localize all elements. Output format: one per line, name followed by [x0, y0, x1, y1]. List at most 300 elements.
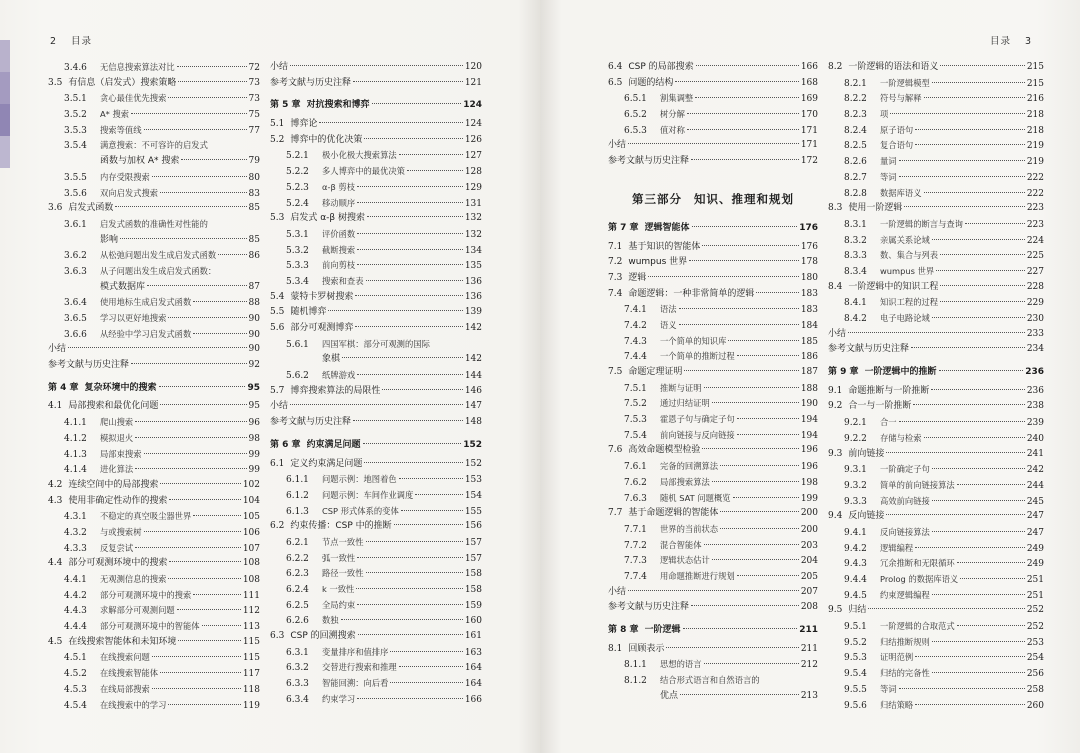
section-entry[interactable]: [828, 201, 1044, 217]
subsection-entry[interactable]: [828, 572, 1044, 588]
dot-leader: [202, 625, 241, 626]
entry-page-number: 247: [1026, 511, 1044, 522]
entry-number: 6.1.3: [286, 506, 309, 517]
entry-page-number: 113: [242, 622, 260, 633]
dot-leader: [702, 245, 798, 246]
entry-title: 一阶逻辑的语法和语义: [848, 62, 939, 72]
entry-number: 7.6.2: [624, 477, 647, 488]
entry-title: 思想的语言: [660, 659, 702, 670]
section-entry[interactable]: [608, 287, 818, 303]
toc-entry[interactable]: [270, 60, 482, 76]
subsection-entry[interactable]: [828, 264, 1044, 280]
subsection-entry[interactable]: [270, 227, 482, 243]
dot-leader: [218, 254, 246, 255]
dot-leader: [737, 434, 799, 435]
subsection-entry[interactable]: [270, 613, 482, 629]
subsection-entry[interactable]: [608, 318, 818, 334]
section-entry[interactable]: [48, 494, 260, 510]
entry-title: 与或搜索树: [100, 526, 142, 537]
entry-page-number: 164: [464, 679, 482, 690]
dot-leader: [913, 404, 1024, 405]
subsection-entry[interactable]: [48, 447, 260, 463]
subsection-entry[interactable]: [270, 676, 482, 692]
subsection-entry[interactable]: [608, 381, 818, 397]
subsection-entry[interactable]: [270, 258, 482, 274]
section-entry[interactable]: [48, 556, 260, 572]
entry-title: A* 搜索: [100, 109, 130, 120]
section-entry[interactable]: [48, 76, 260, 92]
dot-leader: [899, 160, 1025, 161]
entry-page-number: 253: [1026, 637, 1044, 648]
subsection-entry[interactable]: [828, 588, 1044, 604]
subsection-entry[interactable]: [828, 170, 1044, 186]
section-entry[interactable]: [270, 133, 482, 149]
subsection-entry[interactable]: [828, 248, 1044, 264]
subsection-entry[interactable]: [48, 541, 260, 557]
entry-page-number: 146: [464, 385, 482, 396]
entry-page-number: 205: [800, 571, 818, 582]
dot-leader: [957, 484, 1025, 485]
entry-page-number: 236: [1025, 367, 1044, 378]
entry-page-number: 240: [1026, 433, 1044, 444]
entry-title: 博弈搜索算法的局限性: [290, 385, 381, 396]
subsection-entry[interactable]: [608, 123, 818, 139]
entry-title: 随机博弈: [290, 307, 327, 318]
entry-page-number: 252: [1026, 622, 1044, 633]
section-entry[interactable]: [828, 384, 1044, 400]
entry-title: 小结: [270, 62, 289, 72]
subsection-entry[interactable]: [48, 248, 260, 264]
subsection-entry[interactable]: [48, 619, 260, 635]
subsection-entry[interactable]: [270, 582, 482, 598]
section-entry[interactable]: [828, 447, 1044, 463]
entry-page-number: 227: [1026, 266, 1044, 277]
entry-title: 通过归结证明: [660, 398, 710, 409]
entry-title: 推断与证明: [660, 382, 702, 393]
entry-page-number: 164: [464, 663, 482, 674]
subsection-entry[interactable]: [270, 196, 482, 212]
entry-page-number: 234: [1026, 344, 1044, 355]
subsection-entry[interactable]: [828, 123, 1044, 139]
subsection-entry[interactable]: [828, 635, 1044, 651]
section-entry[interactable]: [270, 321, 482, 337]
dot-leader: [886, 452, 1024, 453]
subsection-entry[interactable]: [48, 572, 260, 588]
subsection-entry[interactable]: [270, 645, 482, 661]
subsection-entry[interactable]: [828, 556, 1044, 572]
entry-number: 4.4.3: [64, 606, 87, 617]
entry-page-number: 72: [248, 63, 260, 73]
subsection-entry[interactable]: [608, 349, 818, 365]
subsection-entry[interactable]: [270, 488, 482, 504]
dot-leader: [915, 129, 1025, 130]
dot-leader: [342, 357, 463, 358]
dot-leader: [957, 625, 1025, 626]
subsection-entry[interactable]: [270, 274, 482, 290]
subsection-entry-continued[interactable]: [48, 280, 260, 296]
section-entry[interactable]: [270, 629, 482, 645]
section-entry[interactable]: [270, 457, 482, 473]
section-entry[interactable]: [828, 509, 1044, 525]
dot-leader: [940, 301, 1025, 302]
entry-title: 数、集合与列表: [880, 250, 939, 261]
subsection-entry[interactable]: [828, 698, 1044, 714]
subsection-entry[interactable]: [828, 217, 1044, 233]
section-entry[interactable]: [608, 240, 818, 256]
entry-page-number: 194: [800, 415, 818, 426]
subsection-entry-continued[interactable]: [48, 233, 260, 249]
entry-number: 5.2.2: [286, 167, 309, 178]
dot-leader: [152, 176, 247, 177]
entry-title: 一阶逻辑的断言与查询: [880, 218, 963, 229]
entry-number: 3.6.3: [64, 266, 87, 277]
section-entry[interactable]: [608, 642, 818, 658]
section-entry[interactable]: [608, 365, 818, 381]
subsection-entry[interactable]: [270, 504, 482, 520]
subsection-entry[interactable]: [608, 522, 818, 538]
entry-page-number: 245: [1026, 496, 1044, 507]
toc-entry[interactable]: [48, 342, 260, 358]
entry-page-number: 139: [464, 307, 482, 318]
entry-page-number: 148: [464, 417, 482, 428]
section-entry[interactable]: [608, 506, 818, 522]
chapter-entry[interactable]: [608, 221, 818, 237]
section-entry[interactable]: [48, 201, 260, 217]
entry-title: 使用一阶逻辑: [848, 203, 903, 214]
dot-leader: [328, 310, 462, 311]
entry-number: 6.1.1: [286, 475, 309, 486]
entry-number: 6.2.5: [286, 600, 309, 611]
entry-number: 第 9 章: [828, 367, 859, 378]
chapter-entry[interactable]: [828, 365, 1044, 381]
subsection-entry[interactable]: [828, 186, 1044, 202]
entry-number: 3.5.4: [64, 141, 87, 152]
dot-leader: [169, 561, 240, 562]
entry-page-number: 204: [800, 556, 818, 567]
dot-leader: [666, 647, 798, 648]
entry-page-number: 176: [800, 241, 818, 252]
subsection-entry[interactable]: [608, 107, 818, 123]
entry-number: 第 4 章: [48, 382, 79, 393]
dot-leader: [152, 656, 241, 657]
entry-number: 9.4.5: [844, 590, 867, 601]
dot-leader: [357, 264, 463, 265]
entry-title: 树分解: [660, 109, 685, 120]
section-entry[interactable]: [270, 519, 482, 535]
dot-leader: [193, 301, 246, 302]
entry-page-number: 87: [248, 281, 260, 292]
subsection-entry[interactable]: [270, 148, 482, 164]
section-entry[interactable]: [270, 117, 482, 133]
subsection-entry[interactable]: [48, 170, 260, 186]
subsection-entry[interactable]: [48, 431, 260, 447]
section-entry[interactable]: [828, 60, 1044, 76]
dot-leader: [181, 159, 246, 160]
subsection-entry[interactable]: [828, 619, 1044, 635]
entry-number: 5.7: [270, 385, 285, 396]
subsection-entry[interactable]: [828, 541, 1044, 557]
entry-number: 6.2: [270, 521, 285, 532]
entry-page-number: 106: [242, 527, 260, 538]
dot-leader: [168, 97, 246, 98]
entry-page-number: 178: [800, 257, 818, 268]
entry-number: 7.7.1: [624, 524, 647, 535]
subsection-entry[interactable]: [608, 475, 818, 491]
subsection-entry[interactable]: [608, 334, 818, 350]
dot-leader: [390, 682, 462, 683]
subsection-entry[interactable]: [48, 603, 260, 619]
dot-leader: [737, 355, 799, 356]
subsection-entry[interactable]: [608, 428, 818, 444]
subsection-entry[interactable]: [270, 535, 482, 551]
subsection-entry[interactable]: [828, 138, 1044, 154]
entry-title: 小结: [270, 401, 289, 412]
entry-title: 一个简单的知识库: [660, 335, 727, 346]
subsection-entry[interactable]: [48, 415, 260, 431]
subsection-entry[interactable]: [270, 598, 482, 614]
section-entry[interactable]: [828, 603, 1044, 619]
part-label: 第三部分: [632, 191, 682, 206]
chapter-entry[interactable]: [270, 438, 482, 454]
left-running-head: [50, 33, 106, 47]
subsection-entry[interactable]: [48, 138, 260, 154]
entry-number: 9.4.3: [844, 559, 867, 570]
entry-number: 8.2.6: [844, 157, 867, 168]
entry-page-number: 90: [248, 344, 260, 355]
subsection-entry[interactable]: [48, 311, 260, 327]
subsection-entry[interactable]: [270, 551, 482, 567]
subsection-entry[interactable]: [270, 337, 482, 353]
section-entry[interactable]: [608, 76, 818, 92]
subsection-entry[interactable]: [828, 462, 1044, 478]
dot-leader: [135, 468, 246, 469]
entry-number: 9.4.4: [844, 575, 867, 585]
entry-page-number: 107: [242, 543, 260, 554]
toc-entry[interactable]: [270, 399, 482, 415]
toc-entry[interactable]: [48, 358, 260, 374]
chapter-entry[interactable]: [48, 381, 260, 397]
entry-number: 6.2.6: [286, 616, 309, 627]
dot-leader: [728, 340, 798, 341]
section-entry[interactable]: [828, 399, 1044, 415]
section-entry[interactable]: [608, 271, 818, 287]
subsection-entry[interactable]: [48, 217, 260, 233]
entry-title: 使用非确定性动作的搜索: [68, 495, 168, 506]
subsection-entry[interactable]: [270, 472, 482, 488]
section-entry[interactable]: [270, 290, 482, 306]
subsection-entry[interactable]: [608, 396, 818, 412]
section-entry[interactable]: [608, 255, 818, 271]
subsection-entry[interactable]: [828, 91, 1044, 107]
chapter-entry[interactable]: [270, 98, 482, 114]
section-entry[interactable]: [828, 280, 1044, 296]
subsection-entry[interactable]: [270, 164, 482, 180]
toc-entry[interactable]: [608, 600, 818, 616]
entry-title: 模拟退火: [100, 432, 134, 443]
entry-title: 无观测信息的搜索: [100, 574, 167, 584]
subsection-entry[interactable]: [608, 569, 818, 585]
section-entry[interactable]: [270, 384, 482, 400]
dot-leader: [756, 292, 798, 293]
subsection-entry[interactable]: [828, 682, 1044, 698]
subsection-entry[interactable]: [48, 123, 260, 139]
toc-entry[interactable]: [608, 585, 818, 601]
subsection-entry[interactable]: [828, 76, 1044, 92]
entry-number: 6.4: [608, 62, 623, 72]
subsection-entry[interactable]: [270, 660, 482, 676]
subsection-entry[interactable]: [608, 302, 818, 318]
entry-number: 5.3.2: [286, 245, 309, 256]
dot-leader: [355, 295, 462, 296]
entry-title: 一阶逻辑的合取范式: [880, 621, 955, 632]
entry-title: 爬山搜索: [100, 417, 134, 428]
section-entry[interactable]: [608, 443, 818, 459]
subsection-entry[interactable]: [48, 295, 260, 311]
subsection-entry[interactable]: [270, 566, 482, 582]
entry-page-number: 241: [1026, 448, 1044, 459]
entry-page-number: 188: [800, 383, 818, 394]
entry-page-number: 219: [1026, 157, 1044, 168]
entry-number: 6.3.2: [286, 663, 309, 674]
toc-entry[interactable]: [608, 154, 818, 170]
toc-entry[interactable]: [828, 342, 1044, 358]
subsection-entry[interactable]: [48, 650, 260, 666]
section-entry[interactable]: [48, 399, 260, 415]
entry-number: 9.3.1: [844, 465, 867, 476]
subsection-entry[interactable]: [828, 311, 1044, 327]
entry-number: 9.4.2: [844, 543, 867, 554]
dot-leader: [357, 186, 463, 187]
subsection-entry[interactable]: [828, 666, 1044, 682]
toc-entry[interactable]: [270, 415, 482, 431]
subsection-entry[interactable]: [608, 673, 818, 689]
entry-number: 8.3.3: [844, 251, 867, 262]
subsection-entry[interactable]: [270, 692, 482, 708]
subsection-entry[interactable]: [608, 412, 818, 428]
subsection-entry[interactable]: [270, 368, 482, 384]
subsection-entry[interactable]: [608, 459, 818, 475]
entry-page-number: 117: [242, 669, 260, 680]
entry-number: 6.5: [608, 77, 623, 88]
entry-title: 证明范例: [880, 652, 914, 663]
subsection-entry[interactable]: [48, 186, 260, 202]
subsection-entry[interactable]: [828, 154, 1044, 170]
subsection-entry[interactable]: [48, 462, 260, 478]
entry-number: 9.5.4: [844, 669, 867, 680]
subsection-entry[interactable]: [270, 243, 482, 259]
subsection-entry[interactable]: [48, 60, 260, 76]
entry-page-number: 251: [1026, 575, 1044, 585]
dot-leader: [131, 363, 247, 364]
entry-title: CSP 的回溯搜索: [290, 631, 356, 642]
subsection-entry[interactable]: [828, 478, 1044, 494]
subsection-entry[interactable]: [828, 233, 1044, 249]
entry-title: 等词: [880, 683, 897, 694]
subsection-entry[interactable]: [48, 327, 260, 343]
entry-number: 7.6.3: [624, 493, 647, 504]
subsection-entry[interactable]: [828, 107, 1044, 123]
subsection-entry[interactable]: [608, 491, 818, 507]
subsection-entry[interactable]: [48, 525, 260, 541]
dot-leader: [177, 609, 241, 610]
entry-page-number: 236: [1026, 385, 1044, 396]
entry-title: 存储与检索: [880, 432, 922, 443]
subsection-entry[interactable]: [828, 525, 1044, 541]
section-entry[interactable]: [270, 211, 482, 227]
entry-title: 复杂环境中的搜索: [84, 382, 157, 393]
entry-number: 4.5.1: [64, 653, 87, 664]
subsection-entry[interactable]: [828, 431, 1044, 447]
dot-leader: [924, 97, 1025, 98]
toc-entry[interactable]: [828, 327, 1044, 343]
subsection-entry-continued[interactable]: [608, 689, 818, 705]
entry-number: 6.2.4: [286, 585, 309, 595]
entry-number: 6.3.4: [286, 694, 309, 705]
toc-entry[interactable]: [608, 138, 818, 154]
chapter-entry[interactable]: [608, 623, 818, 639]
entry-number: 8.4.2: [844, 314, 867, 324]
subsection-entry[interactable]: [48, 107, 260, 123]
dot-leader: [135, 437, 246, 438]
subsection-entry[interactable]: [48, 682, 260, 698]
subsection-entry[interactable]: [48, 91, 260, 107]
dot-leader: [159, 386, 246, 387]
section-entry[interactable]: [48, 478, 260, 494]
toc-entry[interactable]: [270, 76, 482, 92]
entry-title: 在线搜索智能体: [100, 668, 159, 679]
subsection-entry[interactable]: [828, 415, 1044, 431]
section-entry[interactable]: [48, 635, 260, 651]
entry-number: 4.3.1: [64, 512, 87, 523]
dot-leader: [648, 276, 798, 277]
subsection-entry[interactable]: [608, 538, 818, 554]
subsection-entry[interactable]: [48, 698, 260, 714]
dot-leader: [193, 333, 246, 334]
section-entry[interactable]: [608, 60, 818, 76]
entry-page-number: 218: [1026, 125, 1044, 136]
entry-title: 反向链接算法: [880, 526, 930, 537]
entry-number: 6.2.2: [286, 553, 309, 564]
subsection-entry[interactable]: [608, 657, 818, 673]
subsection-entry[interactable]: [608, 553, 818, 569]
entry-number: 5.5: [270, 307, 285, 318]
entry-title: 全局约束: [322, 599, 356, 610]
entry-number: 6.3.1: [286, 647, 309, 658]
dot-leader: [358, 634, 463, 635]
entry-page-number: 157: [464, 553, 482, 564]
subsection-entry[interactable]: [828, 494, 1044, 510]
subsection-entry[interactable]: [608, 91, 818, 107]
subsection-entry[interactable]: [48, 264, 260, 280]
subsection-entry[interactable]: [48, 666, 260, 682]
entry-title: 一阶逻辑中的推断: [864, 367, 937, 378]
entry-page-number: 203: [800, 540, 818, 551]
subsection-entry[interactable]: [828, 295, 1044, 311]
subsection-entry[interactable]: [48, 509, 260, 525]
subsection-entry-continued[interactable]: [48, 154, 260, 170]
right-page: [540, 0, 1080, 753]
subsection-entry-continued[interactable]: [270, 352, 482, 368]
entry-page-number: 196: [800, 445, 818, 456]
subsection-entry[interactable]: [828, 650, 1044, 666]
thumb-tab: [0, 104, 10, 136]
entry-page-number: 170: [800, 110, 818, 121]
subsection-entry[interactable]: [270, 180, 482, 196]
entry-title: 回顾表示: [628, 643, 665, 654]
entry-number: 8.2.7: [844, 172, 867, 183]
subsection-entry[interactable]: [48, 588, 260, 604]
section-entry[interactable]: [270, 305, 482, 321]
